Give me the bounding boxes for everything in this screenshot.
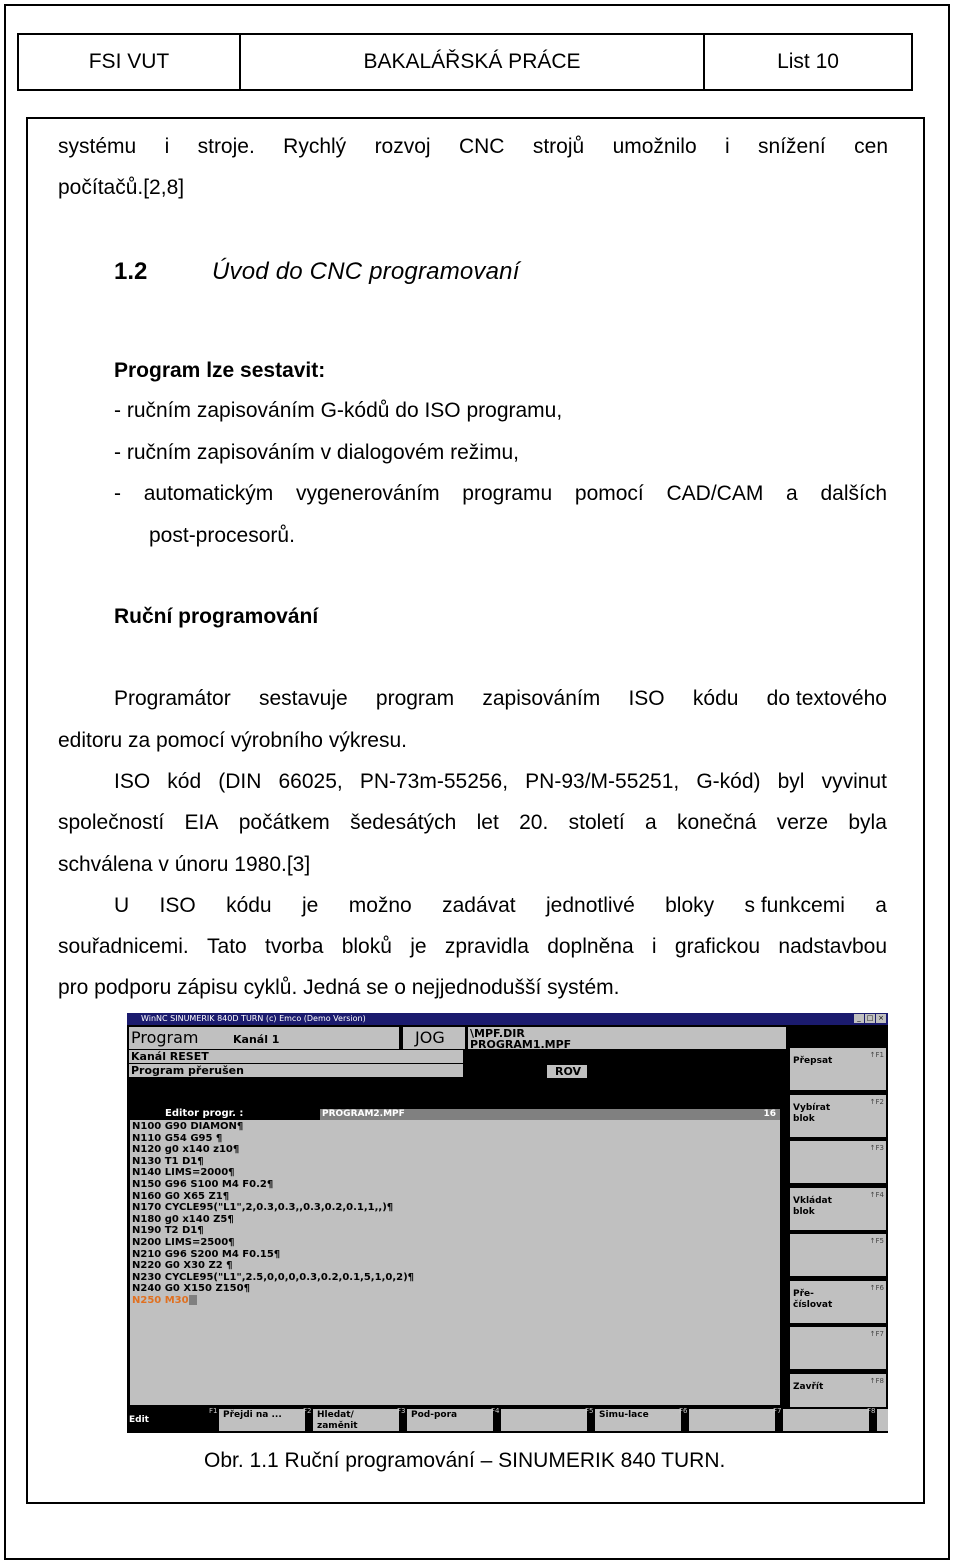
softkey-vertical-5[interactable] xyxy=(790,1234,886,1276)
softkey-vertical-1[interactable] xyxy=(790,1048,886,1090)
para2-word: let xyxy=(476,811,499,834)
intro-word: cen xyxy=(854,135,888,158)
softkey-label: Pod-pora xyxy=(411,1410,458,1420)
section-heading xyxy=(114,258,814,288)
para3-word: je xyxy=(301,894,319,917)
softkey-vertical-4[interactable] xyxy=(790,1188,886,1230)
channel-label: Kanál 1 xyxy=(233,1033,280,1046)
para2-word: PN-73m-55256, xyxy=(359,770,509,793)
status-reset: Kanál RESET xyxy=(131,1050,209,1063)
para3-word: tvorba xyxy=(265,935,324,958)
function-key-label: ↑F3 xyxy=(869,1144,884,1152)
program-label: Program xyxy=(131,1028,199,1047)
close-icon[interactable]: × xyxy=(876,1014,886,1023)
program-line[interactable]: N250 M30 xyxy=(132,1295,197,1307)
path-panel xyxy=(468,1027,786,1049)
bullet-2: - ručním zapisováním v dialogovém režimu, xyxy=(114,441,519,464)
program-editor[interactable] xyxy=(130,1108,780,1405)
function-key-label: ↑F5 xyxy=(869,1237,884,1245)
path-dir: \MPF.DIR xyxy=(470,1027,525,1040)
para3-word: bloky xyxy=(665,894,715,917)
editor-label: Editor progr. : xyxy=(165,1108,244,1119)
header-center: BAKALÁŘSKÁ PRÁCE xyxy=(241,35,705,89)
para2-word: konečná xyxy=(676,811,757,834)
para3-word: s funkcemi xyxy=(744,894,845,917)
para3-word: a xyxy=(875,894,887,917)
softkey-vertical-7[interactable] xyxy=(790,1327,886,1369)
program-line[interactable]: N240 G0 X150 Z150¶ xyxy=(132,1283,250,1295)
para2-word: ISO xyxy=(114,770,151,793)
para2-word: byla xyxy=(848,811,887,834)
intro-word: CNC xyxy=(458,135,505,158)
mode-label: JOG xyxy=(415,1028,445,1047)
para1-word: sestavuje xyxy=(258,687,348,710)
para3-word: bloků xyxy=(341,935,392,958)
function-key-label: ↑F7 xyxy=(869,1330,884,1338)
para1-word: program xyxy=(375,687,455,710)
softkey-vertical-6[interactable] xyxy=(790,1281,886,1323)
para3-word: grafickou xyxy=(674,935,761,958)
softkey-label: Vybírat blok xyxy=(793,1102,831,1124)
para2-word: století xyxy=(568,811,625,834)
softkey-horizontal-2[interactable] xyxy=(313,1409,399,1431)
program-panel xyxy=(129,1027,399,1049)
para3-word: je xyxy=(410,935,427,958)
para3-word: Tato xyxy=(207,935,247,958)
intro-word: i xyxy=(164,135,170,158)
program-line[interactable]: N230 CYCLE95("L1",2.5,0,0,0,0.3,0.2,0.1,5,1,0,2)¶ xyxy=(132,1271,415,1283)
text-cursor xyxy=(189,1295,197,1305)
function-key-label: F4 xyxy=(491,1407,500,1415)
para3-word: jednotlivé xyxy=(546,894,635,917)
softkey-horizontal-8[interactable] xyxy=(877,1409,888,1431)
softkey-label: Zavřít xyxy=(793,1381,824,1392)
para3-word: zadávat xyxy=(442,894,516,917)
figure-caption: Obr. 1.1 Ruční programování – SINUMERIK 840 TURN. xyxy=(204,1449,726,1472)
window-controls xyxy=(854,1014,886,1023)
para2-word: G-kód) xyxy=(696,770,761,793)
para2-word: vyvinut xyxy=(821,770,887,793)
softkey-horizontal-7[interactable] xyxy=(783,1409,869,1431)
manual-heading: Ruční programování xyxy=(114,605,319,628)
softkey-label: Hledat/ zaměnit xyxy=(317,1410,358,1431)
para2-word: verze xyxy=(776,811,829,834)
program-line[interactable]: N190 T2 D1¶ xyxy=(132,1225,204,1237)
section-number: 1.2 xyxy=(114,258,148,285)
program-line[interactable]: N130 T1 D1¶ xyxy=(132,1155,204,1167)
program-line[interactable]: N210 G96 S200 M4 F0.15¶ xyxy=(132,1248,281,1260)
intro-line-2: počítačů.[2,8] xyxy=(58,176,185,199)
program-line[interactable]: N170 CYCLE95("L1",2,0.3,0.3,,0.3,0.2,0.1,1,,)¶ xyxy=(132,1202,394,1214)
bottom-softkey-bar xyxy=(127,1407,888,1433)
softkey-horizontal-5[interactable] xyxy=(595,1409,681,1431)
para2-word: 20. xyxy=(519,811,549,834)
softkey-horizontal-3[interactable] xyxy=(407,1409,493,1431)
softkey-horizontal-1[interactable] xyxy=(219,1409,305,1431)
program-line[interactable]: N160 G0 X65 Z1¶ xyxy=(132,1190,230,1202)
softkey-label: Vkládat blok xyxy=(793,1195,832,1217)
edit-mode-label: Edit xyxy=(129,1415,149,1425)
status-panel-1 xyxy=(129,1050,463,1063)
intro-word: strojů xyxy=(532,135,585,158)
para1-word: do textového xyxy=(766,687,887,710)
para3-line1 xyxy=(114,893,887,919)
program-line[interactable]: N220 G0 X30 Z2 ¶ xyxy=(132,1260,233,1272)
bullet-1: - ručním zapisováním G-kódů do ISO programu, xyxy=(114,399,563,422)
program-line[interactable]: N180 g0 x140 Z5¶ xyxy=(132,1213,234,1225)
para3-line3: pro podporu zápisu cyklů. Jedná se o nejjednodušší systém. xyxy=(58,976,620,999)
intro-word: rozvoj xyxy=(374,135,431,158)
editor-count: 16 xyxy=(763,1109,776,1119)
function-key-label: ↑F8 xyxy=(869,1376,884,1385)
para3-word: U xyxy=(114,894,130,917)
para1-word: zapisováním xyxy=(482,687,601,710)
function-key-label: ↑F4 xyxy=(869,1190,884,1199)
para3-word: ISO xyxy=(159,894,196,917)
bullet-3-cont: post-procesorů. xyxy=(149,524,295,547)
softkey-label: Pře-číslovat xyxy=(793,1288,833,1310)
para2-word: šedesátých xyxy=(350,811,457,834)
para2-line1 xyxy=(114,769,887,795)
softkey-label: Přepsat xyxy=(793,1056,833,1066)
para1-line2: editoru za pomocí výrobního výkresu. xyxy=(58,729,408,752)
para3-word: zpravidla xyxy=(444,935,529,958)
para3-word: i xyxy=(651,935,657,958)
editor-header xyxy=(130,1108,780,1120)
para2-word: společností xyxy=(58,811,165,834)
function-key-label: F1 xyxy=(209,1407,218,1415)
rov-indicator xyxy=(547,1065,587,1078)
para3-word: souřadnicemi. xyxy=(58,935,189,958)
softkey-horizontal-4[interactable] xyxy=(501,1409,587,1431)
function-key-label: ↑F1 xyxy=(869,1051,884,1059)
program-line[interactable]: N200 LIMS=2500¶ xyxy=(132,1237,235,1248)
para1-line1 xyxy=(114,686,887,712)
intro-word: Rychlý xyxy=(283,135,347,158)
status-panel-2 xyxy=(129,1064,463,1077)
program-line[interactable]: N150 G96 S100 M4 F0.2¶ xyxy=(132,1179,274,1190)
function-key-label: F5 xyxy=(585,1407,594,1415)
softkey-horizontal-6[interactable] xyxy=(689,1409,775,1431)
softkey-vertical-2[interactable] xyxy=(790,1095,886,1137)
para2-word: kód xyxy=(167,770,202,793)
para3-line2 xyxy=(58,934,887,960)
program-heading: Program lze sestavit: xyxy=(114,359,326,382)
status-interrupted: Program přerušen xyxy=(131,1064,244,1077)
para3-word: kódu xyxy=(226,894,272,917)
para2-line2 xyxy=(58,810,887,836)
para2-word: EIA xyxy=(184,811,219,834)
para3-word: nadstavbou xyxy=(778,935,887,958)
intro-word: systému xyxy=(58,135,137,158)
window-titlebar xyxy=(127,1013,888,1025)
header-left: FSI VUT xyxy=(19,35,241,89)
para3-word: doplněna xyxy=(547,935,634,958)
para2-word: 66025, xyxy=(278,770,343,793)
para3-word: možno xyxy=(348,894,412,917)
para1-word: ISO xyxy=(628,687,665,710)
softkey-label: Simu-lace xyxy=(599,1410,649,1420)
para1-word: Programátor xyxy=(114,687,231,710)
function-key-label: F6 xyxy=(679,1407,688,1415)
para2-line3: schválena v únoru 1980.[3] xyxy=(58,853,311,876)
program-line[interactable]: N120 g0 x140 z10¶ xyxy=(132,1144,240,1156)
minimize-icon[interactable]: _ xyxy=(854,1014,864,1023)
function-key-label: F7 xyxy=(773,1407,782,1415)
function-key-label: F8 xyxy=(867,1407,876,1415)
function-key-label: F3 xyxy=(397,1407,406,1415)
page-header xyxy=(17,33,913,91)
softkey-vertical-3[interactable] xyxy=(790,1141,886,1183)
window-title: WinNC SINUMERIK 840D TURN (c) Emco (Demo Version) xyxy=(141,1014,366,1023)
para1-word: kódu xyxy=(692,687,739,710)
program-line[interactable]: N110 G54 G95 ¶ xyxy=(132,1132,223,1144)
program-line[interactable]: N100 G90 DIAMON¶ xyxy=(132,1121,244,1132)
para2-word: byl xyxy=(777,770,805,793)
path-file: PROGRAM1.MPF xyxy=(470,1038,572,1051)
bullet-3: - automatickým vygenerováním programu pomocí CAD/CAM a dalších xyxy=(114,482,887,505)
intro-line-1 xyxy=(58,134,888,160)
function-key-label: F2 xyxy=(303,1407,312,1415)
intro-word: i xyxy=(725,135,730,158)
para2-word: PN-93/M-55251, xyxy=(525,770,680,793)
mode-panel xyxy=(403,1027,465,1049)
softkey-label: Přejdi na ... xyxy=(223,1410,282,1420)
function-key-label: ↑F2 xyxy=(869,1097,884,1106)
header-right: List 10 xyxy=(777,50,839,73)
para2-word: a xyxy=(644,811,657,834)
intro-word: snížení xyxy=(758,135,826,158)
editor-file: PROGRAM2.MPF xyxy=(320,1109,780,1120)
maximize-icon[interactable]: □ xyxy=(866,1014,874,1022)
intro-word: stroje. xyxy=(197,135,255,158)
para2-word: (DIN xyxy=(218,770,262,793)
para2-word: počátkem xyxy=(238,811,330,834)
cnc-screenshot xyxy=(127,1013,888,1433)
intro-word: umožnilo xyxy=(612,135,697,158)
program-line[interactable]: N140 LIMS=2000¶ xyxy=(132,1167,235,1179)
rov-label: ROV xyxy=(555,1065,582,1078)
section-title: Úvod do CNC programovaní xyxy=(212,258,520,285)
function-key-label: ↑F6 xyxy=(869,1283,884,1292)
